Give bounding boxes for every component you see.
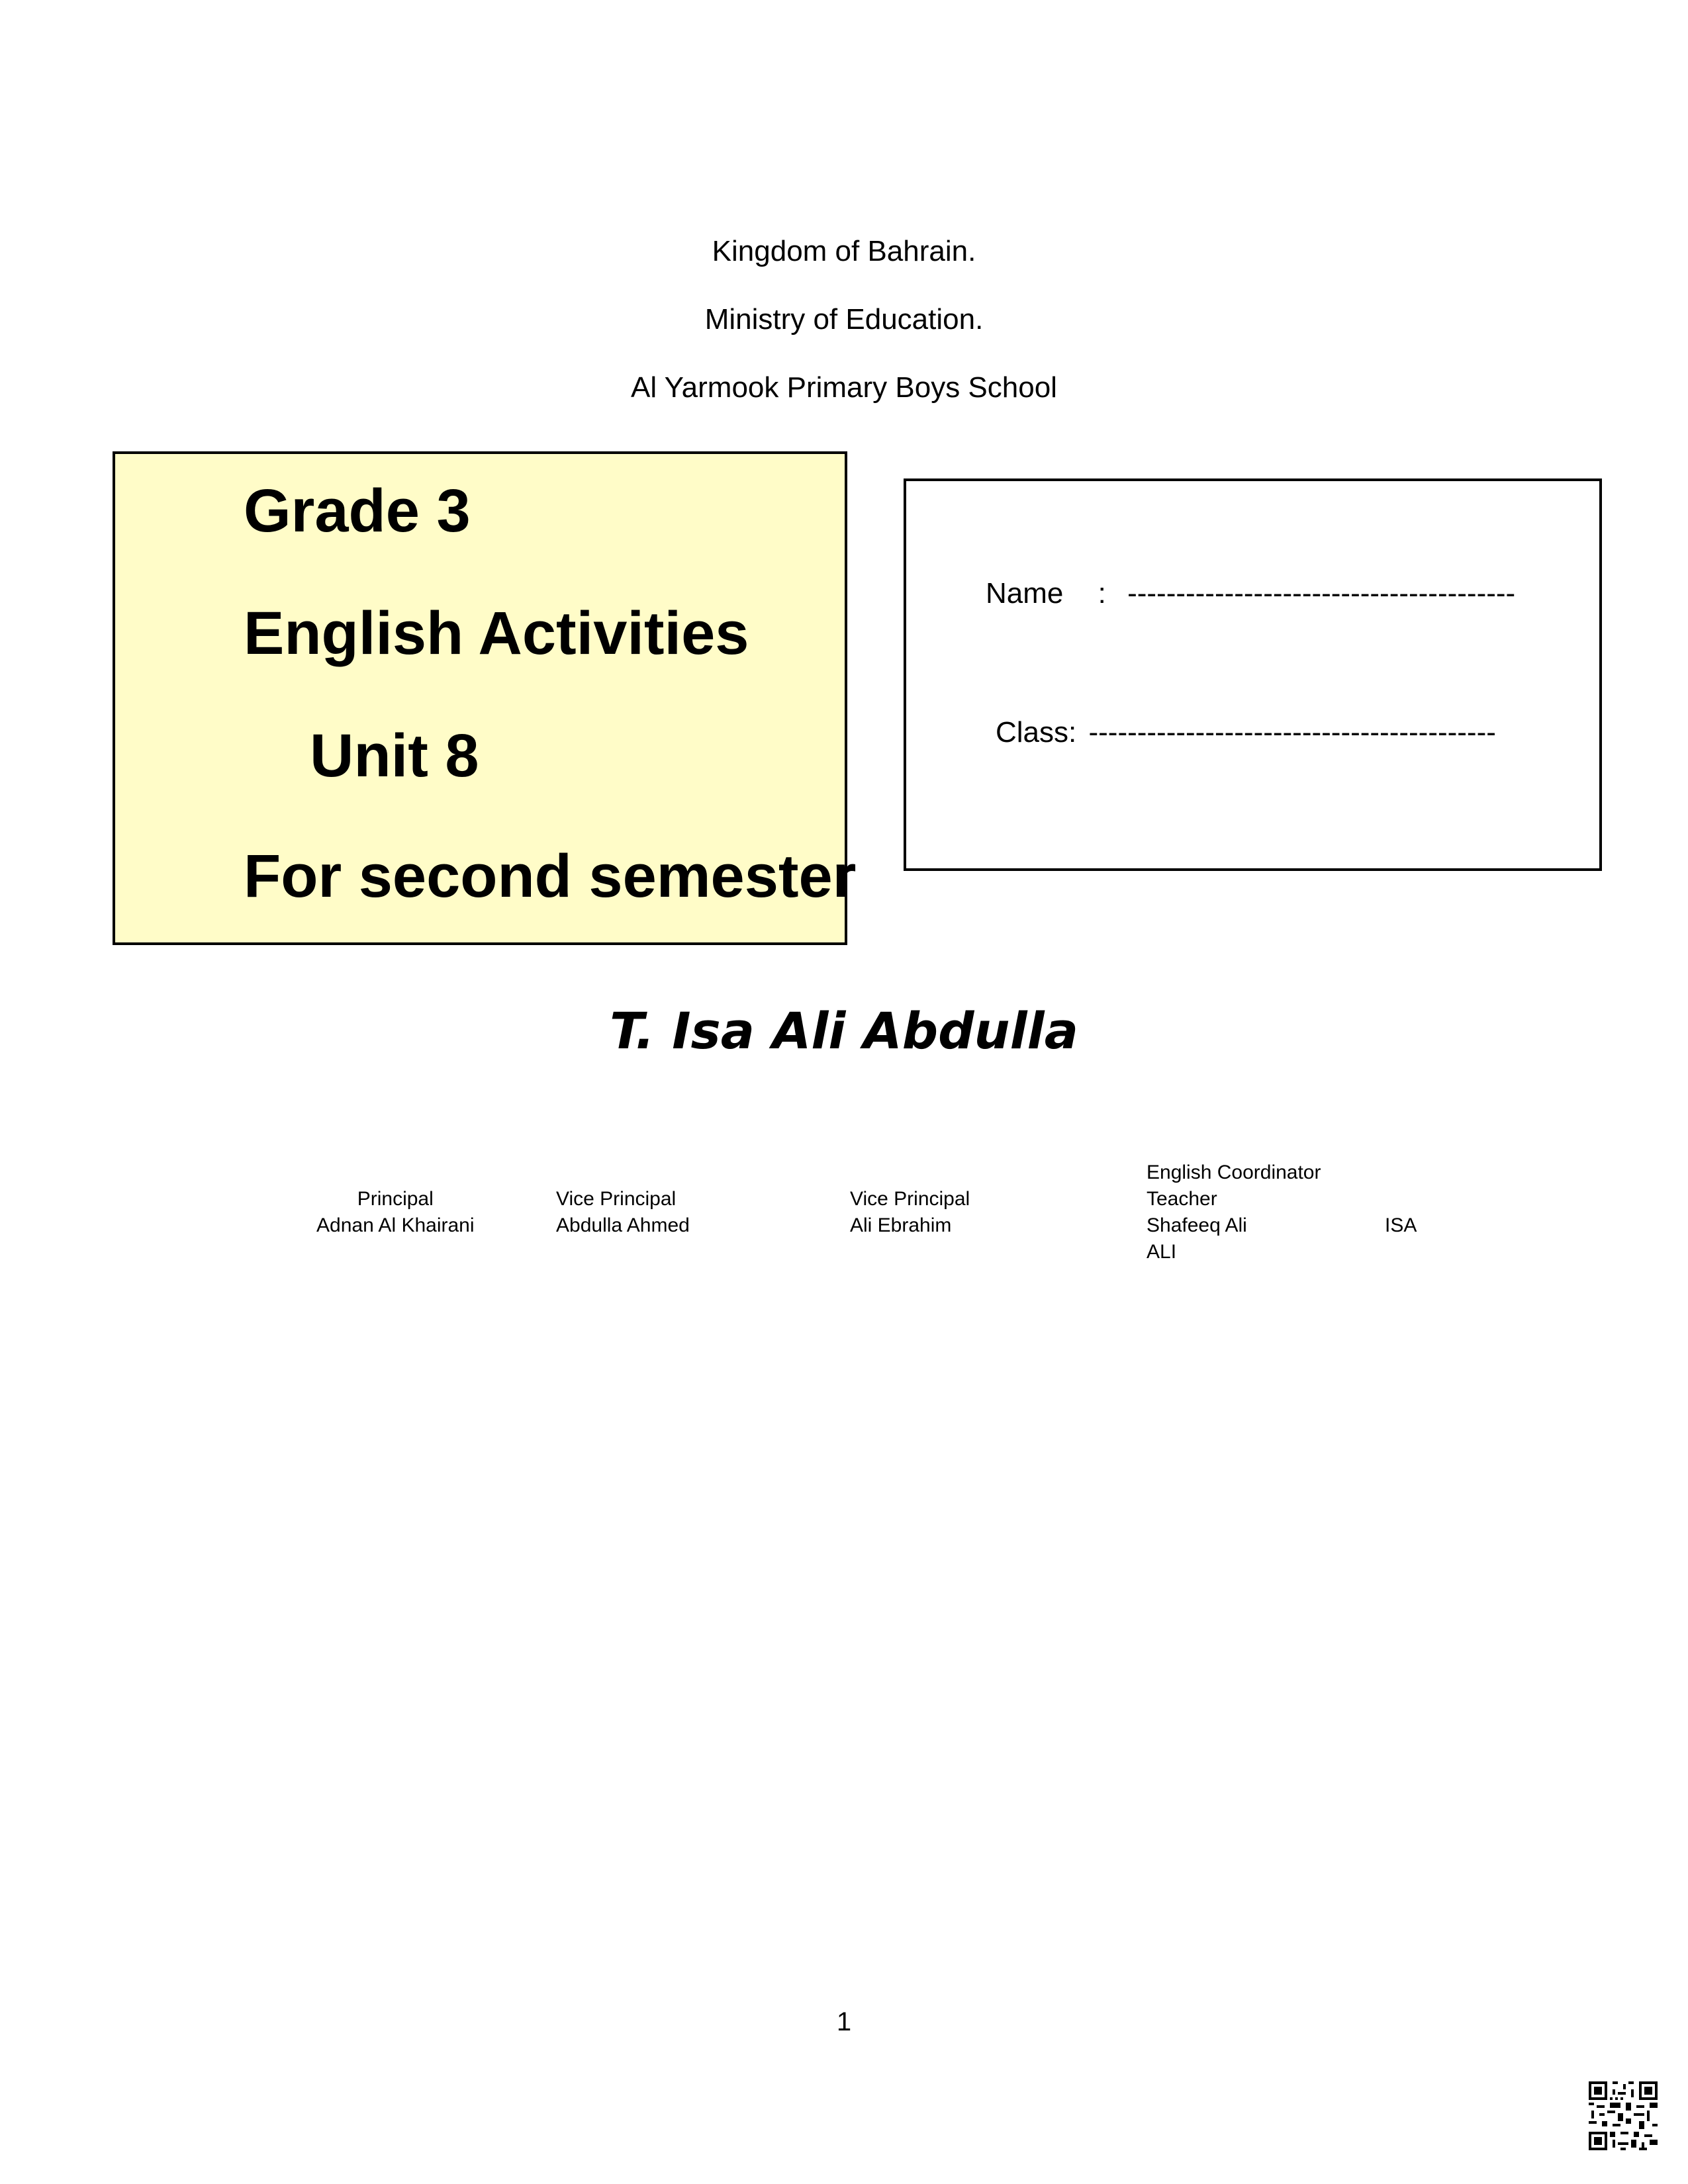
vice-principal-1-signature [556,1186,690,1239]
vice-principal-2-name: Ali Ebrahim [850,1214,952,1236]
coordinator-signature [1147,1160,1321,1265]
grade-title: Grade 3 [244,477,471,545]
class-line: ------------------------------------------ [1088,716,1496,749]
page-number: 1 [836,2007,852,2036]
coordinator-title-line2: Teacher [1147,1188,1217,1210]
student-info-box [904,478,1602,871]
principal-signature [316,1186,475,1239]
name-colon: : [1098,577,1106,610]
vice-principal-1-name: Abdulla Ahmed [556,1214,690,1236]
teacher-name: T. Isa Ali Abdulla [609,1001,1078,1060]
vice-principal-2-title: Vice Principal [850,1188,970,1210]
coordinator-name: Shafeeq Ali [1147,1214,1247,1236]
principal-name: Adnan Al Khairani [316,1214,475,1236]
unit-title: Unit 8 [310,722,479,790]
header-country: Kingdom of Bahrain. [712,235,976,267]
class-field[interactable] [996,718,1496,747]
subject-title: English Activities [244,600,749,667]
title-box [113,451,857,945]
vice-principal-2-signature [850,1186,970,1239]
vice-principal-1-title: Vice Principal [556,1188,677,1210]
class-label: Class: [996,716,1077,749]
name-field[interactable] [986,579,1515,608]
name-label: Name [986,577,1064,610]
header-school: Al Yarmook Primary Boys School [631,371,1057,404]
header-ministry: Ministry of Education. [704,303,984,336]
teacher-signature: ISA [1385,1214,1417,1236]
qr-code-icon [1589,2081,1658,2150]
coordinator-title-line1: English Coordinator [1147,1161,1321,1183]
coordinator-name-end: ALI [1147,1241,1177,1263]
principal-title: Principal [357,1188,434,1210]
name-line: ---------------------------------------- [1127,577,1516,610]
semester-title: For second semester [244,842,857,910]
